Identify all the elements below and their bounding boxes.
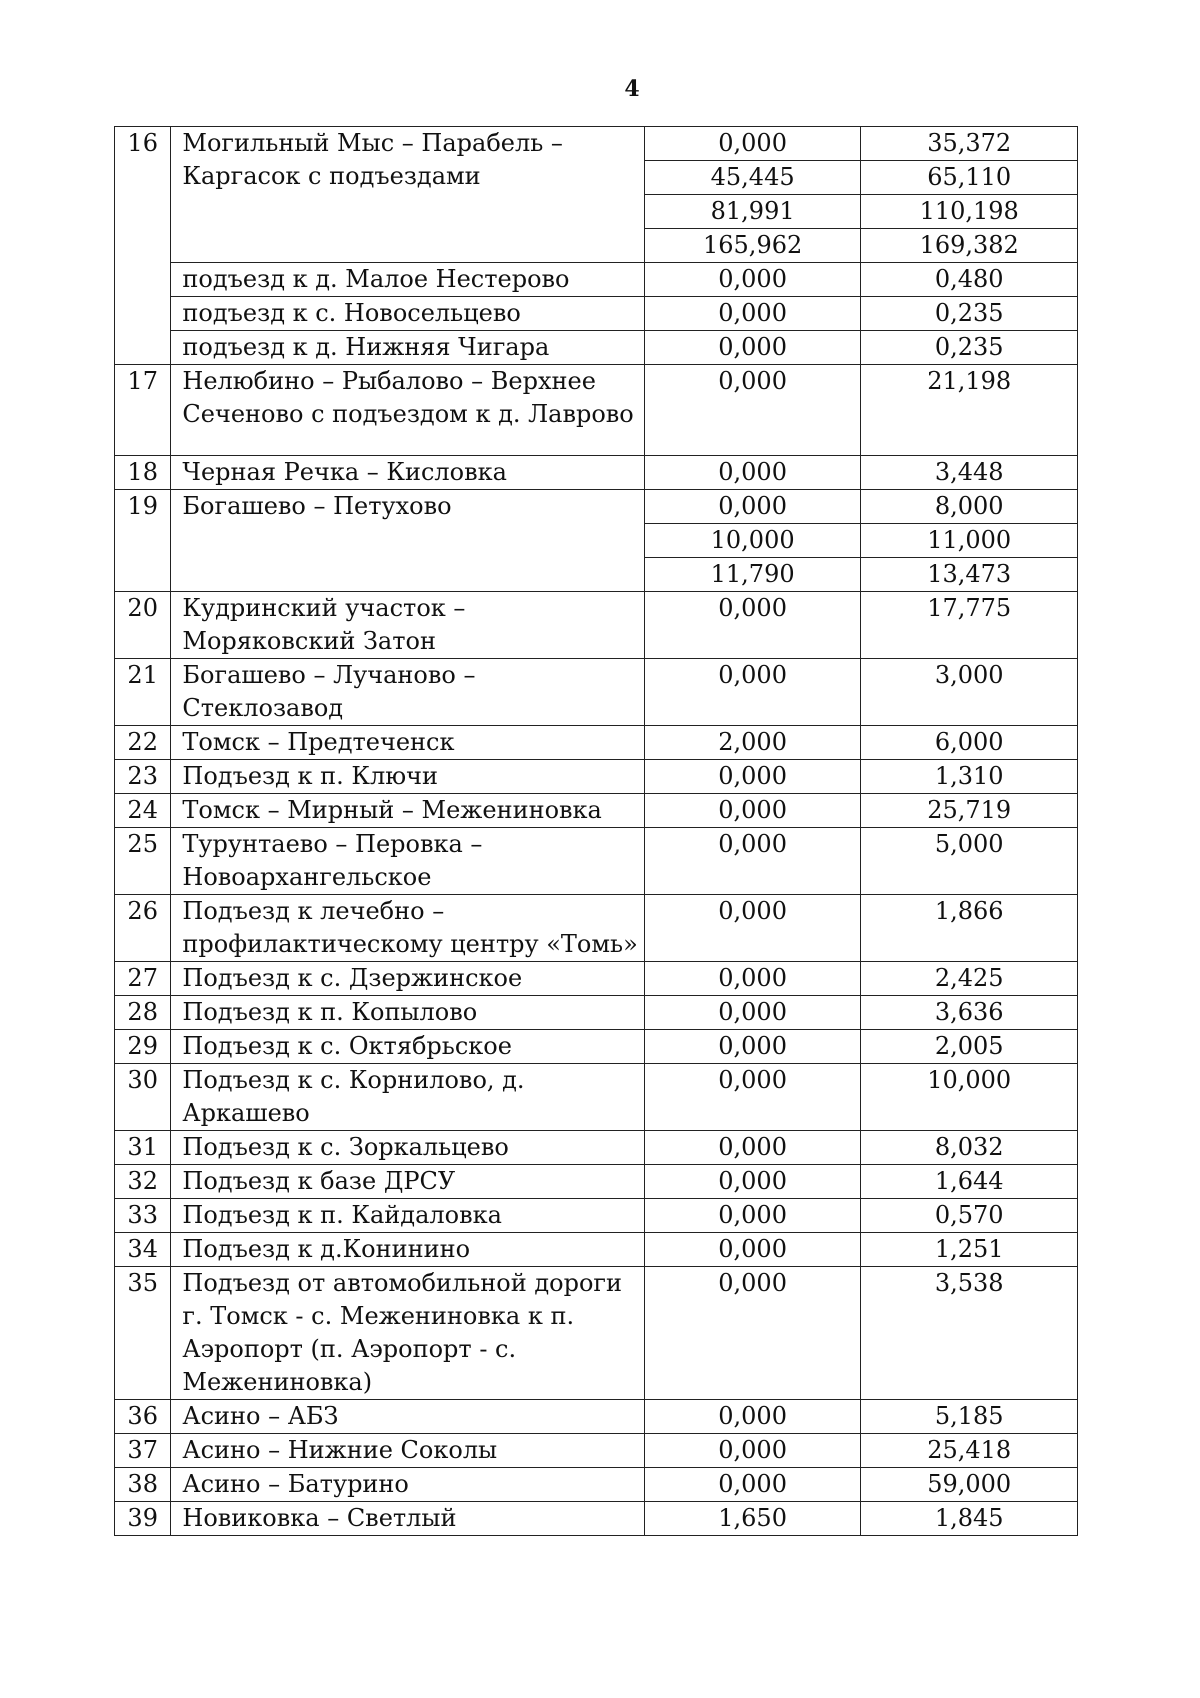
table-row xyxy=(115,127,1078,161)
km-end: 2,425 xyxy=(861,962,1078,996)
table-row xyxy=(115,726,1078,760)
row-number: 24 xyxy=(115,794,171,828)
km-end: 21,198 xyxy=(861,365,1078,456)
km-end: 11,000 xyxy=(861,524,1078,558)
table-row xyxy=(115,962,1078,996)
row-number: 26 xyxy=(115,895,171,962)
km-start: 0,000 xyxy=(644,1434,861,1468)
km-start: 0,000 xyxy=(644,1030,861,1064)
km-end: 13,473 xyxy=(861,558,1078,592)
road-name: Богашево – Лучаново – Стеклозавод xyxy=(171,659,644,726)
table-row xyxy=(115,1233,1078,1267)
row-number: 34 xyxy=(115,1233,171,1267)
table-row xyxy=(115,592,1078,659)
table-row xyxy=(115,760,1078,794)
road-name: Подъезд от автомобильной дороги г. Томск - с. Межениновка к п. Аэропорт (п. Аэропорт - с. Межениновка) xyxy=(171,1267,644,1400)
km-start: 0,000 xyxy=(644,127,861,161)
km-start: 0,000 xyxy=(644,365,861,456)
table-row xyxy=(115,1502,1078,1536)
km-start: 0,000 xyxy=(644,297,861,331)
km-start: 0,000 xyxy=(644,490,861,524)
road-name: Подъезд к с. Зоркальцево xyxy=(171,1131,644,1165)
km-start: 0,000 xyxy=(644,996,861,1030)
table-row xyxy=(115,1267,1078,1400)
km-start: 0,000 xyxy=(644,760,861,794)
row-number: 22 xyxy=(115,726,171,760)
row-number: 36 xyxy=(115,1400,171,1434)
row-number: 31 xyxy=(115,1131,171,1165)
km-end: 169,382 xyxy=(861,229,1078,263)
km-end: 0,480 xyxy=(861,263,1078,297)
road-name: подъезд к с. Новосельцево xyxy=(171,297,644,331)
km-start: 165,962 xyxy=(644,229,861,263)
road-name: Асино – АБЗ xyxy=(171,1400,644,1434)
roads-table-body xyxy=(115,127,1078,1536)
row-number: 27 xyxy=(115,962,171,996)
km-start: 10,000 xyxy=(644,524,861,558)
km-end: 1,845 xyxy=(861,1502,1078,1536)
table-row xyxy=(115,828,1078,895)
road-name: Подъезд к лечебно – профилактическому центру «Томь» xyxy=(171,895,644,962)
km-end: 59,000 xyxy=(861,1468,1078,1502)
table-row xyxy=(115,1468,1078,1502)
table-row xyxy=(115,1064,1078,1131)
km-start: 0,000 xyxy=(644,895,861,962)
row-number: 32 xyxy=(115,1165,171,1199)
row-number: 19 xyxy=(115,490,171,592)
row-number: 25 xyxy=(115,828,171,895)
row-number: 35 xyxy=(115,1267,171,1400)
km-end: 1,310 xyxy=(861,760,1078,794)
table-row xyxy=(115,263,1078,297)
km-end: 8,000 xyxy=(861,490,1078,524)
km-start: 0,000 xyxy=(644,659,861,726)
road-name: подъезд к д. Нижняя Чигара xyxy=(171,331,644,365)
row-number: 23 xyxy=(115,760,171,794)
road-name: Томск – Предтеченск xyxy=(171,726,644,760)
km-end: 35,372 xyxy=(861,127,1078,161)
km-start: 0,000 xyxy=(644,1233,861,1267)
km-start: 81,991 xyxy=(644,195,861,229)
km-start: 0,000 xyxy=(644,1468,861,1502)
road-name: Богашево – Петухово xyxy=(171,490,644,592)
km-start: 0,000 xyxy=(644,962,861,996)
km-start: 2,000 xyxy=(644,726,861,760)
km-start: 11,790 xyxy=(644,558,861,592)
km-start: 0,000 xyxy=(644,456,861,490)
road-name: подъезд к д. Малое Нестерово xyxy=(171,263,644,297)
row-number: 20 xyxy=(115,592,171,659)
km-end: 3,448 xyxy=(861,456,1078,490)
km-end: 25,719 xyxy=(861,794,1078,828)
road-name: Подъезд к с. Корнилово, д. Аркашево xyxy=(171,1064,644,1131)
table-row xyxy=(115,365,1078,456)
table-row xyxy=(115,1434,1078,1468)
table-row xyxy=(115,996,1078,1030)
km-end: 25,418 xyxy=(861,1434,1078,1468)
km-start: 0,000 xyxy=(644,1267,861,1400)
km-end: 8,032 xyxy=(861,1131,1078,1165)
road-name: Томск – Мирный – Межениновка xyxy=(171,794,644,828)
km-start: 0,000 xyxy=(644,331,861,365)
row-number: 21 xyxy=(115,659,171,726)
table-row xyxy=(115,297,1078,331)
km-start: 0,000 xyxy=(644,794,861,828)
km-start: 1,650 xyxy=(644,1502,861,1536)
km-end: 5,185 xyxy=(861,1400,1078,1434)
table-row xyxy=(115,1400,1078,1434)
km-end: 0,235 xyxy=(861,331,1078,365)
table-row xyxy=(115,659,1078,726)
row-number: 39 xyxy=(115,1502,171,1536)
road-name: Подъезд к п. Кайдаловка xyxy=(171,1199,644,1233)
km-end: 3,000 xyxy=(861,659,1078,726)
road-name: Черная Речка – Кисловка xyxy=(171,456,644,490)
table-row xyxy=(115,331,1078,365)
km-end: 1,251 xyxy=(861,1233,1078,1267)
km-start: 45,445 xyxy=(644,161,861,195)
table-row xyxy=(115,1199,1078,1233)
road-name: Нелюбино – Рыбалово – Верхнее Сеченово с подъездом к д. Лаврово xyxy=(171,365,644,456)
row-number: 29 xyxy=(115,1030,171,1064)
km-end: 10,000 xyxy=(861,1064,1078,1131)
km-end: 17,775 xyxy=(861,592,1078,659)
table-row xyxy=(115,794,1078,828)
road-name: Асино – Батурино xyxy=(171,1468,644,1502)
road-name: Кудринский участок – Моряковский Затон xyxy=(171,592,644,659)
km-end: 65,110 xyxy=(861,161,1078,195)
road-name: Новиковка – Светлый xyxy=(171,1502,644,1536)
road-name: Подъезд к д.Конинино xyxy=(171,1233,644,1267)
row-number: 30 xyxy=(115,1064,171,1131)
road-name: Могильный Мыс – Парабель – Каргасок с подъездами xyxy=(171,127,644,263)
km-start: 0,000 xyxy=(644,263,861,297)
road-name: Асино – Нижние Соколы xyxy=(171,1434,644,1468)
road-name: Подъезд к с. Дзержинское xyxy=(171,962,644,996)
table-row xyxy=(115,1030,1078,1064)
row-number: 18 xyxy=(115,456,171,490)
row-number: 37 xyxy=(115,1434,171,1468)
km-start: 0,000 xyxy=(644,1199,861,1233)
row-number: 38 xyxy=(115,1468,171,1502)
row-number: 17 xyxy=(115,365,171,456)
road-name: Турунтаево – Перовка – Новоархангельское xyxy=(171,828,644,895)
km-start: 0,000 xyxy=(644,1400,861,1434)
row-number: 33 xyxy=(115,1199,171,1233)
page-number: 4 xyxy=(624,76,640,102)
km-end: 6,000 xyxy=(861,726,1078,760)
km-end: 3,636 xyxy=(861,996,1078,1030)
km-end: 3,538 xyxy=(861,1267,1078,1400)
km-end: 1,866 xyxy=(861,895,1078,962)
km-start: 0,000 xyxy=(644,592,861,659)
row-number: 28 xyxy=(115,996,171,1030)
road-name: Подъезд к п. Копылово xyxy=(171,996,644,1030)
roads-table xyxy=(114,126,1078,1536)
km-start: 0,000 xyxy=(644,1131,861,1165)
km-end: 110,198 xyxy=(861,195,1078,229)
road-name: Подъезд к базе ДРСУ xyxy=(171,1165,644,1199)
table-row xyxy=(115,1131,1078,1165)
row-number: 16 xyxy=(115,127,171,365)
table-row xyxy=(115,490,1078,524)
km-end: 0,235 xyxy=(861,297,1078,331)
km-start: 0,000 xyxy=(644,828,861,895)
table-row xyxy=(115,1165,1078,1199)
road-name: Подъезд к п. Ключи xyxy=(171,760,644,794)
table-row xyxy=(115,895,1078,962)
km-end: 0,570 xyxy=(861,1199,1078,1233)
km-start: 0,000 xyxy=(644,1165,861,1199)
road-name: Подъезд к с. Октябрьское xyxy=(171,1030,644,1064)
km-end: 1,644 xyxy=(861,1165,1078,1199)
km-end: 5,000 xyxy=(861,828,1078,895)
km-start: 0,000 xyxy=(644,1064,861,1131)
km-end: 2,005 xyxy=(861,1030,1078,1064)
table-row xyxy=(115,456,1078,490)
